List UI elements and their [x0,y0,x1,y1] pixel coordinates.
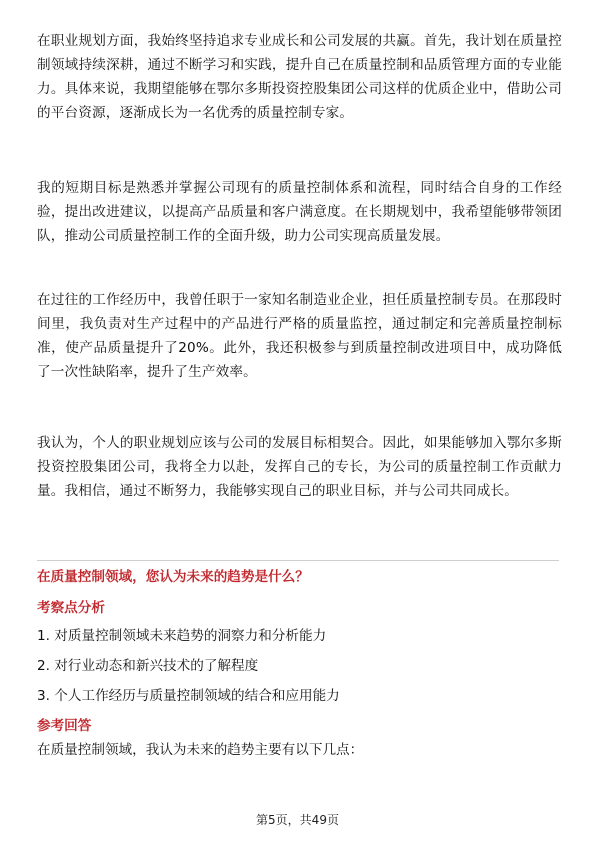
answer-text: 在质量控制领域，我认为未来的趋势主要有以下几点： [37,742,364,758]
body-paragraph: 在过往的工作经历中，我曾任职于一家知名制造业企业，担任质量控制专员。在那段时间里，我负责对生产过程中的产品进行严格的质量监控，通过制定和完善质量控制标准，使产品质量提升了20%。此外，我还积极参与到质量控制改进项目中，成功降低了一次性缺陷率，提升了生产效率。 [37,292,562,380]
list-item: 2. 对行业动态和新兴技术的了解程度 [37,658,259,674]
analysis-heading: 考察点分析 [37,600,105,616]
answer-heading: 参考回答 [37,718,92,734]
page-number: 第5页，共49页 [256,813,339,827]
body-paragraph: 在职业规划方面，我始终坚持追求专业成长和公司发展的共赢。首先，我计划在质量控制领域持续深耕，通过不断学习和实践，提升自己在质量控制和品质管理方面的专业能力。具体来说，我期望能够在鄂尔多斯投资控股集团公司这样的优质企业中，借助公司的平台资源，逐渐成长为一名优秀的质量控制专家。 [37,33,562,121]
analysis-list [37,621,340,711]
section-divider [37,560,559,561]
list-item: 1. 对质量控制领域未来趋势的洞察力和分析能力 [37,628,327,644]
interview-question: 在质量控制领域，您认为未来的趋势是什么？ [37,569,309,585]
list-item: 3. 个人工作经历与质量控制领域的结合和应用能力 [37,688,340,704]
body-paragraph: 我认为，个人的职业规划应该与公司的发展目标相契合。因此，如果能够加入鄂尔多斯投资控股集团公司，我将全力以赴，发挥自己的专长，为公司的质量控制工作贡献力量。我相信，通过不断努力，我能够实现自己的职业目标，并与公司共同成长。 [37,435,562,499]
body-paragraph: 我的短期目标是熟悉并掌握公司现有的质量控制体系和流程，同时结合自身的工作经验，提出改进建议，以提高产品质量和客户满意度。在长期规划中，我希望能够带领团队，推动公司质量控制工作的全面升级，助力公司实现高质量发展。 [37,180,562,244]
